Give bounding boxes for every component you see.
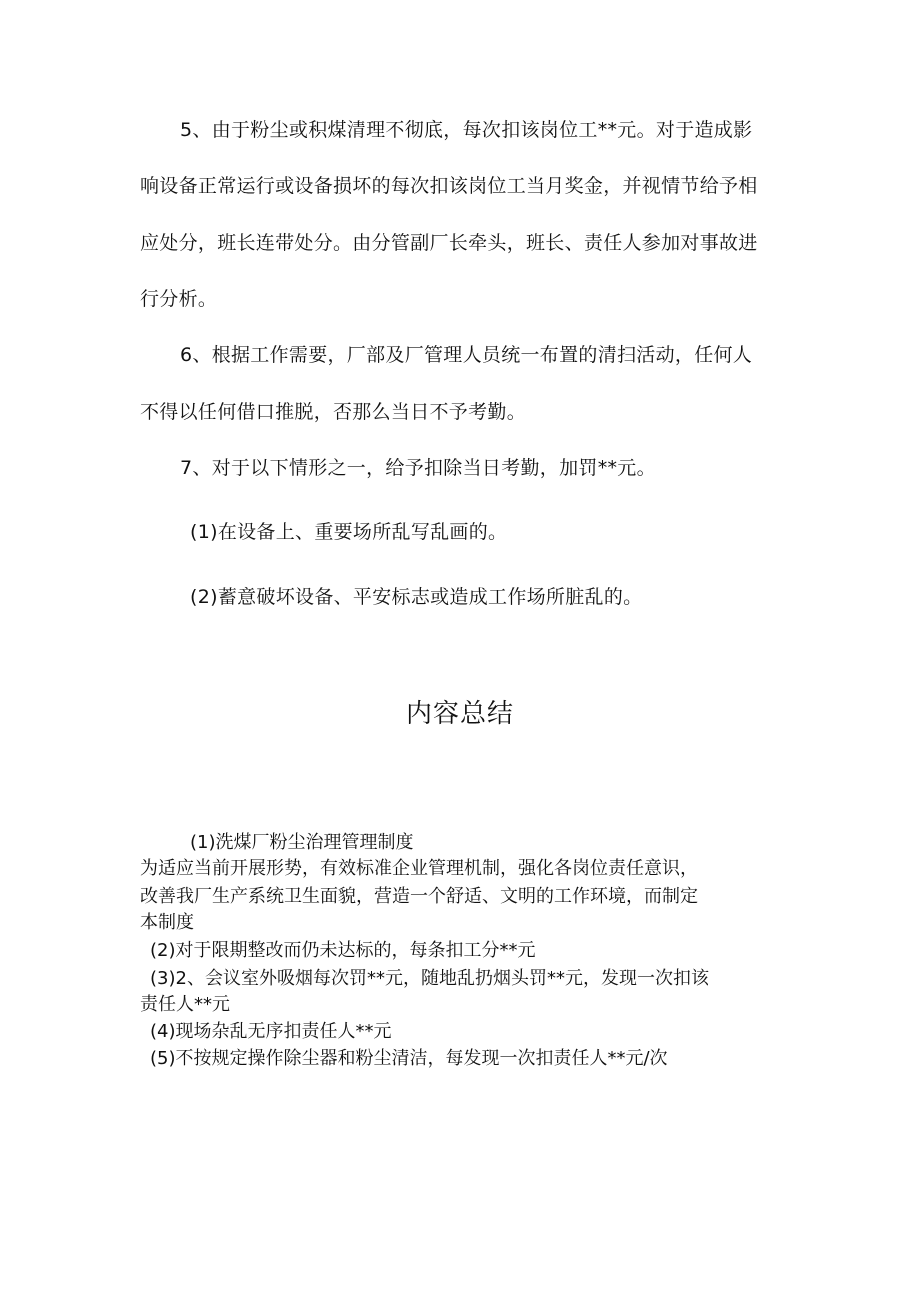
paragraph-7-item-2: (2)蓄意破坏设备、平安标志或造成工作场所脏乱的。 [190,586,643,608]
summary-line-9: (5)不按规定操作除尘器和粉尘清洁，每发现一次扣责任人**元/次 [150,1048,668,1069]
summary-line-8: (4)现场杂乱无序扣责任人**元 [150,1021,392,1042]
paragraph-5-line-2: 响设备正常运行或设备损坏的每次扣该岗位工当月奖金，并视情节给予相 [140,175,758,197]
summary-line-7: 责任人**元 [140,994,230,1015]
summary-title: 内容总结 [405,699,514,729]
paragraph-7-item-1: (1)在设备上、重要场所乱写乱画的。 [190,521,508,543]
summary-line-1: (1)洗煤厂粉尘治理管理制度 [190,832,414,853]
summary-line-4: 本制度 [140,912,194,933]
paragraph-7: 7、对于以下情形之一，给予扣除当日考勤，加罚**元。 [180,457,656,479]
paragraph-5-line-3: 应处分，班长连带处分。由分管副厂长牵头，班长、责任人参加对事故进 [140,232,758,254]
summary-line-3: 改善我厂生产系统卫生面貌，营造一个舒适、文明的工作环境，而制定 [140,886,698,907]
paragraph-5-line-4: 行分析。 [140,288,218,310]
paragraph-6-line-2: 不得以任何借口推脱，否那么当日不予考勤。 [140,401,527,423]
summary-line-5: (2)对于限期整改而仍未达标的，每条扣工分**元 [150,940,536,961]
paragraph-5-line-1: 5、由于粉尘或积煤清理不彻底，每次扣该岗位工**元。对于造成影 [180,119,753,141]
summary-line-2: 为适应当前开展形势，有效标准企业管理机制，强化各岗位责任意识， [140,858,698,879]
paragraph-6-line-1: 6、根据工作需要，厂部及厂管理人员统一布置的清扫活动，任何人 [180,344,753,366]
summary-line-6: (3)2、会议室外吸烟每次罚**元，随地乱扔烟头罚**元，发现一次扣该 [150,968,709,989]
